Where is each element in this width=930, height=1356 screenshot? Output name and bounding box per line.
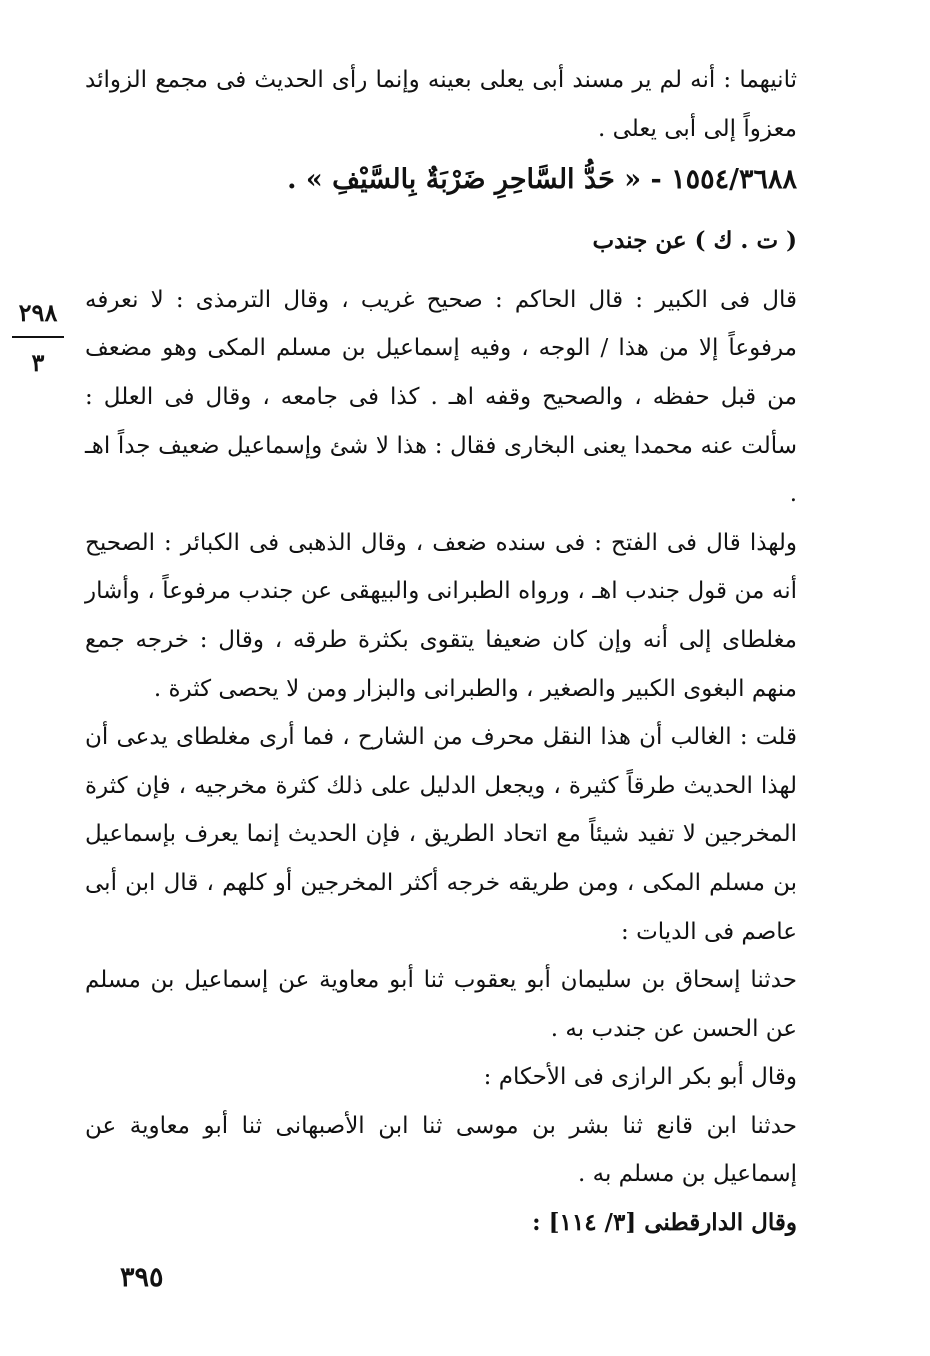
commentary-paragraph-3: قلت : الغالب أن هذا النقل محرف من الشارح ، فما أرى مغلطاى يدعى أن لهذا الحديث طرقاً كثيرة ، ويجعل الدليل على ذلك كثرة مخرجيه ، فإن كثرة المخرجين لا تفيد شيئاً مع اتحاد الطريق ، فإن الحديث إنما يعرف بإسماعيل بن مسلم المكى ، ومن طريقه خرجه أكثر المخرجين أو كلهم ، قال ابن أبى عاصم فى الديات : [85,724,797,945]
commentary-paragraph-2: ولهذا قال فى الفتح : فى سنده ضعف ، وقال الذهبى فى الكبائر : الصحيح أنه من قول جندب اهـ ، ورواه الطبرانى والبيهقى عن جندب مرفوعاً ، وأشار مغلطاى إلى أنه وإن كان ضعيفا يتقوى بكثرة طرقه ، وقال : خرجه جمع منهم البغوى الكبير والصغير ، والطبرانى والبزار ومن لا يحصى كثرة . [85,529,797,702]
margin-ref-page: ٢٩٨ [18,298,58,327]
isnad-paragraph-2: حدثنا ابن قانع ثنا بشر بن موسى ثنا ابن الأصبهانى ثنا أبو معاوية عن إسماعيل بن مسلم به . [85,1112,797,1188]
margin-volume-page-reference [10,296,66,378]
citation-line-1: وقال أبو بكر الرازى فى الأحكام : [483,1064,797,1091]
commentary-paragraph-1: قال فى الكبير : قال الحاكم : صحيح غريب ، وقال الترمذى : لا نعرفه مرفوعاً إلا من هذا / الوجه ، وفيه إسماعيل بن مسلم المكى وهو مضعف من قبل حفظه ، والصحيح وقفه اهـ . كذا فى جامعه ، وقال فى العلل : سألت عنه محمدا يعنى البخارى فقال : هذا لا شئ وإسماعيل ضعيف جداً اهـ . [85,286,797,508]
citation-line-2: وقال الدارقطنى [٣/ ١١٤] : [532,1209,797,1237]
margin-ref-volume: ٣ [31,348,45,377]
hadith-source: ( ت . ك ) عن جندب [592,227,797,255]
margin-ref-divider [12,336,64,338]
paragraph-intro: ثانيهما : أنه لم ير مسند أبى يعلى بعينه وإنما رأى الحديث فى مجمع الزوائد معزواً إلى أبى يعلى . [85,67,797,142]
hadith-heading: ١٥٥٤/٣٦٨٨ - « حَدُّ السَّاحِرِ ضَرْبَةٌ بِالسَّيْفِ » . [287,164,797,196]
isnad-paragraph-1: حدثنا إسحاق بن سليمان أبو يعقوب ثنا أبو معاوية عن إسماعيل بن مسلم عن الحسن عن جندب به . [85,967,797,1042]
main-text-column [85,56,797,1248]
page-number: ٣٩٥ [120,1262,164,1293]
